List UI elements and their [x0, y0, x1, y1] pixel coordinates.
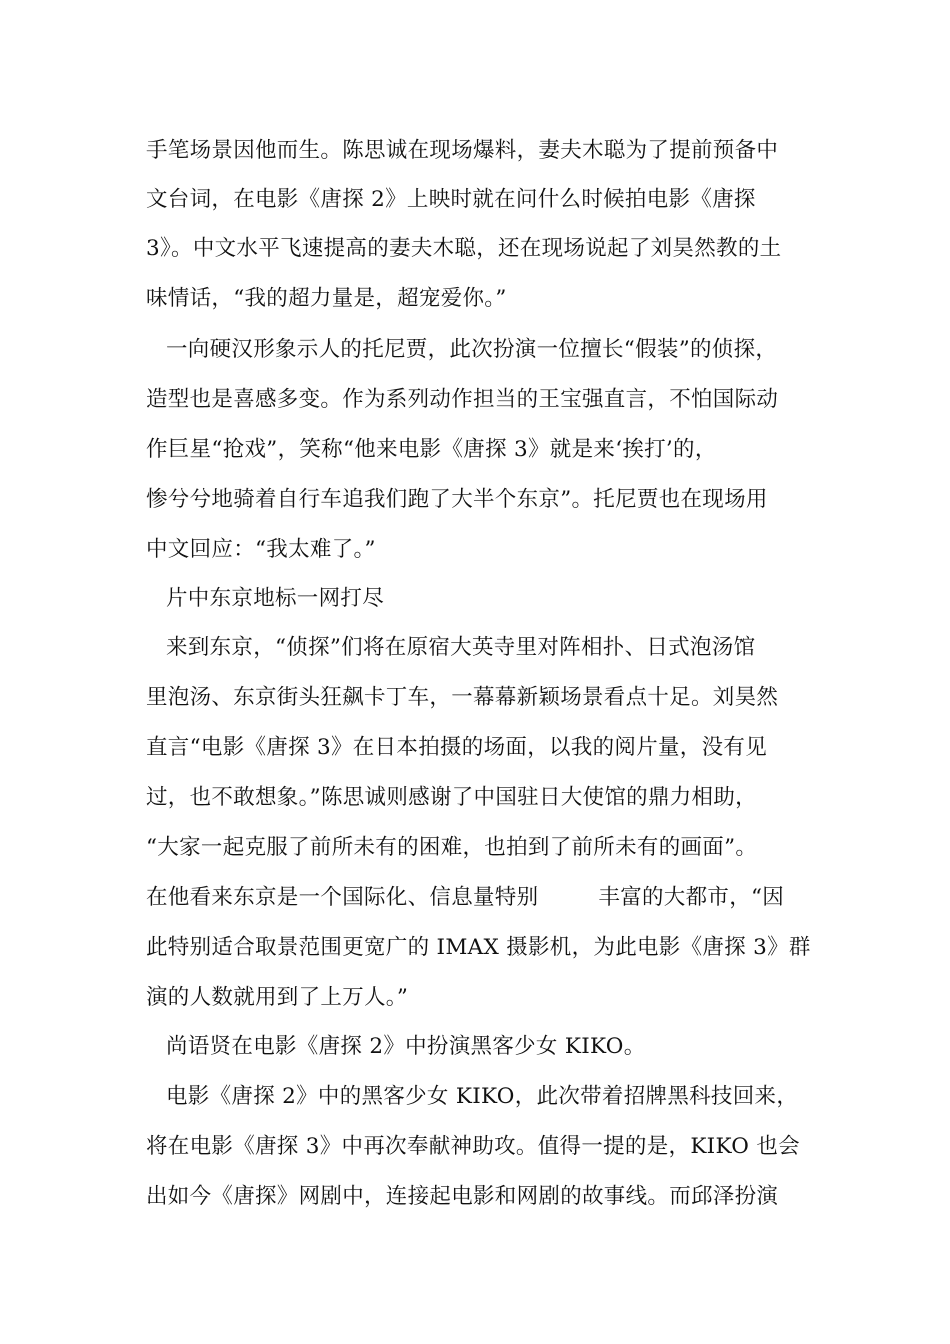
text-line: 将在电影《唐探 3》中再次奉献神助攻。值得一提的是，KIKO 也会	[146, 1134, 800, 1159]
text-line: 出如今《唐探》网剧中，连接起电影和网剧的故事线。而邱泽扮演	[146, 1184, 779, 1209]
text-segment: 在他看来东京是一个国际化、信息量特别	[146, 885, 539, 910]
text-line: 尚语贤在电影《唐探 2》中扮演黑客少女 KIKO。	[166, 1034, 646, 1059]
text-line: 来到东京，“侦探”们将在原宿大英寺里对阵相扑、日式泡汤馆	[166, 635, 756, 660]
text-line: “大家一起克服了前所未有的困难，也拍到了前所未有的画面”。	[146, 835, 758, 860]
text-line: 一向硬汉形象示人的托尼贾，此次扮演一位擅长“假装”的侦探，	[166, 337, 778, 362]
text-line: 手笔场景因他而生。陈思诚在现场爆料，妻夫木聪为了提前预备中	[146, 138, 779, 163]
text-line: 此特别适合取景范围更宽广的 IMAX 摄影机，为此电影《唐探 3》群	[146, 935, 811, 960]
text-line: 惨兮兮地骑着自行车追我们跑了大半个东京”。托尼贾也在现场用	[146, 487, 768, 512]
text-line: 中文回应：“我太难了。”	[146, 537, 376, 562]
text-line: 电影《唐探 2》中的黑客少女 KIKO，此次带着招牌黑科技回来，	[166, 1084, 799, 1109]
text-line	[146, 880, 826, 916]
text-line: 造型也是喜感多变。作为系列动作担当的王宝强直言，不怕国际动	[146, 387, 779, 412]
text-line: 3》。中文水平飞速提高的妻夫木聪，还在现场说起了刘昊然教的土	[146, 236, 782, 261]
text-line: 里泡汤、东京街头狂飙卡丁车，一幕幕新颖场景看点十足。刘昊然	[146, 685, 779, 710]
section-heading: 片中东京地标一网打尽	[166, 586, 385, 611]
text-line: 文台词，在电影《唐探 2》上映时就在问什么时候拍电影《唐探	[146, 187, 756, 212]
text-line: 过，也不敢想象。”陈思诚则感谢了中国驻日大使馆的鼎力相助，	[146, 785, 757, 810]
text-line: 直言“电影《唐探 3》在日本拍摄的场面，以我的阅片量，没有见	[146, 735, 768, 760]
text-line: 作巨星“抢戏”，笑称“他来电影《唐探 3》就是来‘挨打’的，	[146, 437, 717, 462]
text-line: 味情话，“我的超力量是，超宠爱你。”	[146, 286, 507, 311]
text-segment: 丰富的大都市，“因	[598, 885, 785, 910]
text-line: 演的人数就用到了上万人。”	[146, 985, 409, 1010]
